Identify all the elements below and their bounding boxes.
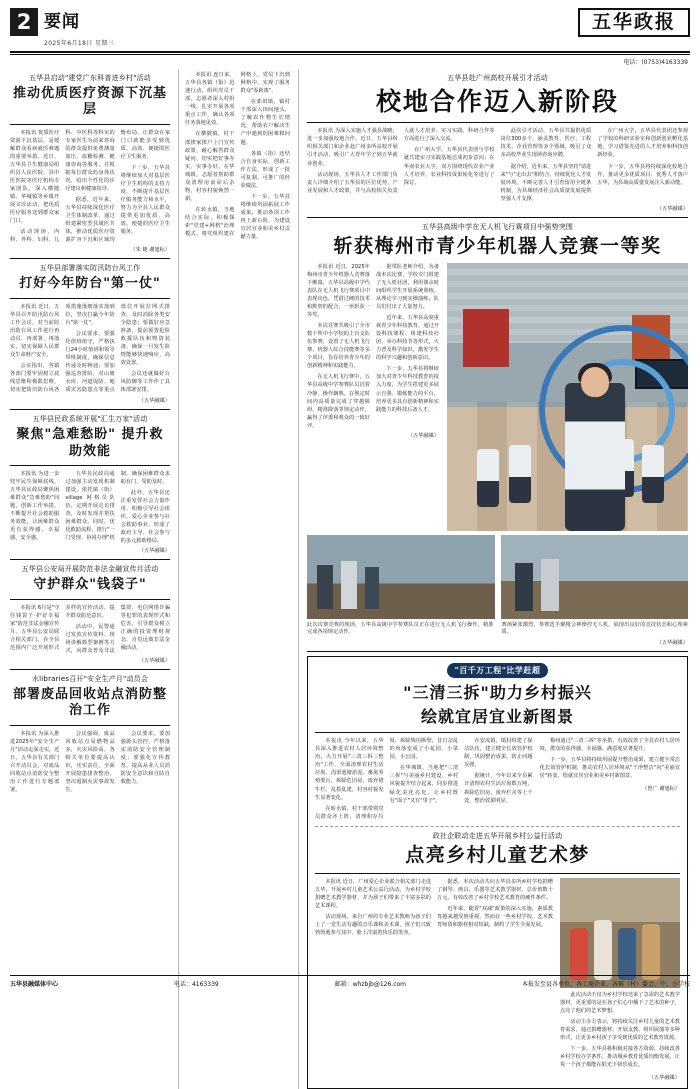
photo-child [594, 920, 612, 980]
article-headline: 点亮乡村儿童艺术梦 [405, 843, 590, 866]
photo-figure [541, 559, 559, 611]
article-children-art [315, 831, 680, 1081]
footer-row [10, 976, 690, 988]
paragraph: 会议要求，要加强源头管控，严格落实消防安全管理制度；要强化宣传教育，提高从业人员消防安全意识和自防自救能力。 [120, 730, 170, 785]
section-divider [10, 669, 170, 670]
phone-text: 电话：(0753)4163339 [623, 59, 688, 66]
paragraph: 下一步，五华县将继续加大对基层医疗卫生机构的支持力度，不断提升基层医疗服务能力和水平，努力为全县人民群众提供更加优质、高效、便捷的医疗卫生服务。 [120, 164, 170, 236]
paragraph: 活动现场，来自广州的专业艺术教师为孩子们上了一堂生动有趣的音乐课和美术课，孩子们兴致勃勃地参与其中，脸上洋溢着快乐的笑容。 [315, 913, 431, 936]
children-text-right [560, 991, 680, 1073]
paragraph: 五华县民政局通过加强主动发现机制建设，依托镇（街）village 网格员队伍，定期开展走访排查，及时发现并帮扶困难群众。同时，优化救助流程，推行"一门受理、协同办理"机制，确保困难群众求助有门、受助及时。 [65, 470, 170, 542]
article-medical [10, 73, 170, 253]
paragraph: 据悉，近年来，五华县持续深化医疗卫生体制改革，通过组建紧密型县域医共体，推动优质医疗资源扩容下沉和区域均衡布局，让群众在家门口就能享受到优质、高效、便捷的医疗卫生服务。 [65, 129, 170, 244]
paragraph: 活动主办方表示，将持续关注乡村儿童的艺术教育需求，通过捐赠器材、开展支教、组织展演等多种形式，让更多乡村孩子享受到优质的艺术教育资源。 [560, 1018, 680, 1041]
gym-photo [447, 263, 688, 531]
article-kicker: 五华县高级中学在无人机飞行赛项目中强势突围 [421, 222, 574, 231]
photo-person [509, 445, 531, 503]
paragraph: 在安流镇，镇村组建了保洁队伍，建立健全长效管护机制，巩固整治成果，防止问题反弹。 [464, 738, 533, 769]
section-divider [10, 409, 170, 410]
article-recycling [10, 674, 170, 794]
competition-photo-right [501, 535, 689, 619]
paragraph: 据带队老师介绍，为备战本次比赛，学校专门组建了无人机社团，利用课余时间组织学生开展系统训练，从理论学习到实操演练，队员们付出了大量努力。 [376, 263, 439, 310]
paragraph: 本报讯 近日，广州爱心企业联合相关部门走进五华，开展乡村儿童艺术公益行活动，为乡村学校捐赠艺术教学器材，并为孩子们带来了丰富多彩的艺术课程。 [315, 878, 431, 909]
section-divider [307, 217, 688, 218]
page-footer [10, 975, 690, 988]
masthead-phone [10, 55, 690, 69]
article-kicker: 五华县部署落实防汛防台风工作 [39, 264, 141, 273]
paragraph: 下一步，五华县将持续深化校地合作，推动更多优质项目、优秀人才落户五华，为县域高质量发展注入新动能。 [597, 163, 688, 186]
photo-figure [341, 561, 357, 609]
paragraph: 据悉，本次活动共向五华县多所乡村学校捐赠了钢琴、画具、乐器等艺术教学器材，总价值数十万元，有效改善了乡村学校艺术教育的硬件条件。 [437, 878, 553, 901]
article-kicker: 五华县启动"建党广东科普进乡村"活动 [28, 74, 152, 82]
paragraph: 在广州大学，五华县代表团还参观了学校的科研实验室和创新创业孵化基地，学习借鉴先进的人才培养和科技创新经验。 [597, 128, 688, 159]
article-body [307, 263, 439, 430]
article-divider [10, 599, 170, 600]
masthead [10, 8, 690, 47]
article-body [10, 730, 170, 795]
paragraph: 本报讯 优质医疗资源下沉基层，是缓解群众看病就医难题的重要举措。近日，五华县卫生健康局组织县人民医院、县中医医院等医疗机构专家团队，深入横陂镇、华城镇等乡镇开展义诊活动，把优质医疗服务送到群众家门口。 [10, 129, 60, 225]
feature-byline: （曾广 谢旭标） [642, 786, 680, 793]
article-headline: 斩获梅州市青少年机器人竞赛一等奖 [333, 234, 662, 257]
feature-text [315, 737, 533, 821]
article-robot-contest [307, 222, 688, 646]
article-kicker: 五华县赴广州高校开展引才活动 [447, 74, 548, 82]
page-number: 2 [10, 8, 38, 36]
feature-divider [315, 732, 680, 733]
paragraph: 本报讯 为深入推进2025年"安全生产月"活动走深走实，近日，五华县有关部门召开动员会，对废品回收站点消防安全整治工作进行专题部署。 [10, 730, 60, 793]
paragraph: 本报讯 近日，2025年梅州市青少年机器人竞赛落下帷幕，五华县高级中学代表队在无人机飞行赛项目中表现出色，凭借过硬的技术和默契的配合，一举斩获一等奖。 [307, 263, 370, 318]
photo-figure [515, 563, 533, 611]
paragraph: 此次引才活动，五华县共提供优质岗位300多个，涵盖教育、医疗、工程技术、企业管理等多个领域，吸引了众多高校毕业生现场咨询应聘。 [500, 128, 592, 159]
article-body [10, 470, 170, 546]
masthead-rule [10, 51, 690, 53]
photo-caption-right: 赛场紧张激烈，参赛选手聚精会神操控无人机，展现出良好的竞技状态和心理素质。 [501, 621, 688, 636]
paragraph: 据统计，今年以来全县累计清理农村生活垃圾数万吨，拆除危旧房、废弃栏舍等上千处，整治效果明显。 [464, 773, 533, 804]
paragraph: 会议指出，各镇各部门要牢固树立底线思维和极限思维，切实把防汛防台风各项措施落细落实落到位，坚决打赢今年防台"第一仗"。 [10, 303, 115, 394]
paragraph: 本报讯 今年以来，五华县深入推进农村人居环境整治，大力开展"三清三拆三整治"工作，全面清理农村生活垃圾、沟渠池塘淤泥、畜禽养殖粪污，拆除危旧房、废弃猪牛栏、乱搭乱建，村容村貌发生显著变化。 [315, 738, 384, 801]
photo-main-person [565, 383, 625, 531]
article-body [307, 127, 688, 203]
paragraph: 本次竞赛共吸引了全市数十所中小学校的上百支队伍参赛，设置了无人机飞行赛、机器人综合技能赛等多个项目，旨在培养青少年的创新精神和实践能力。 [307, 323, 370, 370]
article-divider [307, 122, 688, 123]
paragraph: 梅州通过"三清三拆"等举措，有效改善了全县农村人居环境，群众的获得感、幸福感、满意度显著提升。 [539, 738, 680, 753]
footer-distribution: 本报发至县各单位、各工商企业、各镇（村）委会、中、小学校 [521, 981, 690, 988]
photo-byline: （五华融媒） [656, 640, 688, 647]
paragraph: 本报讯 近日，五华县召开防汛防台风工作会议，对当前防汛防台风工作进行再动员、再部署、再落实，切实保障人民群众生命财产安全。 [10, 303, 60, 358]
paragraph: 在转水镇，当地结合实际，积极探索"党建+网格"治理模式，将党组织建在网格上，党员下沉到网格中，实现了服务群众"零距离"。 [185, 72, 290, 238]
article-byline: （五华融媒） [138, 398, 170, 405]
feature-tagline: "百千万工程"比学赶超 [447, 663, 549, 678]
paragraph: 本报讯 为进一步兜牢民生保障底线，五华县民政局聚焦困难群众"急难愁盼"问题，创新工作举措，不断提升社会救助服务效能，让困难群众更有获得感、幸福感、安全感。 [10, 470, 60, 542]
paragraph: 在转水镇，村干部带领党员群众齐上阵，清理积存垃圾、拆除残垣断壁，昔日杂乱的角落变成了小花园、小菜园、小公园。 [315, 738, 459, 820]
article-kicker: 五华县公安局开展防范非法金融宣传月活动 [21, 565, 159, 574]
page-grid [10, 69, 690, 1089]
paragraph: 活动中，民警通过发放宣传资料、现场讲解典型案例等方式，向群众普及非法集资、电信网络诈骗等犯罪的表现形式和危害，引导群众树立正确的投资理财观念，自觉远离非法金融活动。 [65, 604, 170, 654]
article-headline: 推动优质医疗资源下沉基层 [12, 86, 167, 118]
robot-photo-pair [307, 535, 688, 619]
article-divider [10, 725, 170, 726]
paragraph: 活动现场，内科、外科、妇科、儿科、中医科等科室的专家医生为前来咨询的群众提供免费测量血压、血糖检测、健康咨询等服务，并根据每位群众的身体状况，给出个性化的诊疗建议和健康指导。 [10, 129, 115, 244]
paragraph: 本报讯 为深入实施人才强县战略，进一步加强校地合作，近日，五华县组织相关部门和企业赴广州多所高校开展引才活动，吸引广大青年学子到五华就业创业。 [307, 128, 398, 167]
article-kicker: 五华县民政系统开展"汇生万家"活动 [32, 415, 148, 424]
section-divider [10, 559, 170, 560]
paragraph: 会议要求，要强化值班值守，严格执行24小时值班和领导带班制度，确保信息传递及时畅通；要加强巡查排险，对山塘水库、河道堤防、地质灾害隐患点等重点部位开展拉网式排查，及时消除各类安全隐患；要做好应急准备，提前预置抢险救援队伍和物资装备，确保一旦发生险情能够快速响应、高效处置。 [65, 303, 170, 394]
photo-caption-left: 此次次赛竞赛的现场，五华县高级中学参赛队员正在进行无人机飞行操作，精准完成各项规定动作。 [307, 621, 494, 636]
paragraph: 据介绍，近年来，五华县坚持"请进来"与"走出去"相结合，持续优化人才发展环境，不断完善人才引育留用全链条机制，为县域经济社会高质量发展提供坚强人才支撑。 [500, 163, 592, 202]
continuation-body [185, 71, 290, 241]
article-body [10, 604, 170, 655]
article-byline: （五华融媒） [138, 658, 170, 664]
photo-child [618, 928, 636, 980]
article-divider [315, 873, 680, 874]
article-divider [10, 465, 170, 466]
article-divider [10, 124, 170, 125]
middle-column [178, 69, 290, 1089]
robot-photos [447, 263, 688, 531]
paragraph: 活动现场，五华县人才工作部门负责人详细介绍了五华县的区位优势、产业发展和人才政策，并与高校相关负责人就人才培养、实习实践、科研合作等方面进行了深入交流。 [307, 128, 495, 194]
article-divider [10, 298, 170, 299]
article-headline: 部署废品回收站点消防整治工作 [12, 687, 167, 719]
article-byline: （五华融媒） [138, 548, 170, 555]
article-kicker: 水libraries召开"安全生产月"动员会 [31, 675, 149, 683]
paragraph: 下一步，五华县将积极对接各方资源，持续改善乡村学校办学条件，推动城乡教育优质均衡发展，让每一个孩子都能在阳光下快乐成长。 [560, 1045, 680, 1069]
photo-child [642, 924, 660, 980]
paragraph: 在横陂镇，村干部挨家挨户上门宣传政策，耐心解答群众疑问，切实把好事办实、实事办好。在华城镇，志愿者帮助群众清理房前屋后杂物，村容村貌焕然一新。 [185, 131, 235, 202]
left-column [10, 69, 170, 1089]
article-kicker: 政社企联动走进五华开展乡村公益行活动 [432, 831, 563, 840]
robot-article-layout [307, 263, 688, 531]
article-byline: （五华融媒） [407, 432, 439, 439]
masthead-left [10, 8, 114, 47]
article-body [10, 129, 170, 245]
footer-phone: 电话：4163339 [173, 981, 219, 988]
footer-publisher: 五华县融媒体中心 [10, 981, 59, 988]
paragraph: 下一步，五华县将继续加大对青少年科技教育的投入力度，为学生搭建更多展示自我、锻炼能力的平台，培养更多具有创新精神和实践能力的科技后备人才。 [376, 366, 439, 413]
article-headline: 校地合作迈入新阶段 [375, 87, 619, 116]
paragraph: 本报讯 6月是"守住钱袋子·护好幸福家"防范非法金融宣传月。五华县公安局联合相关部门，在全县范围内广泛开展形式多样的宣传活动，提升群众防范意识。 [10, 604, 115, 651]
paragraph: 近年来，五华县高度重视青少年科技教育，通过开设科技课程、组建科技社团、举办科技节等形式，大力普及科学知识，激发学生的科学兴趣和创新意识。 [376, 314, 439, 362]
feature-body-side [540, 737, 680, 783]
photo-person [642, 445, 664, 503]
article-byline: （五华融媒） [648, 1075, 680, 1082]
feature-layout [315, 737, 680, 821]
feature-inner-divider [315, 826, 680, 827]
article-body [10, 303, 170, 396]
feature-body [315, 737, 533, 821]
article-typhoon [10, 263, 170, 404]
paragraph: 会议还就做好台风防御等工作作了具体部署安排。 [120, 371, 170, 394]
article-body [315, 878, 553, 937]
robot-article-text [307, 263, 439, 531]
paragraph: 在无人机飞行赛中，五华县高级中学参赛队员沉着冷静、操作娴熟，在规定时间内高质量完成了穿越障碍、精准降落等规定动作，赢得了评委和观众的一致好评。 [307, 374, 370, 429]
paragraph: 此外，五华县还注重发挥社会力量作用，积极引导社会组织、爱心企业参与社会救助事业，形成了政府主导、社会参与的多元救助格局。 [120, 489, 170, 545]
article-relief [10, 414, 170, 554]
competition-photo-left [307, 535, 495, 619]
right-column [298, 69, 688, 1089]
photo-banner-left [463, 309, 509, 367]
feature-headline-2: 绘就宜居宜业新图景 [420, 707, 574, 727]
photo-figure [317, 565, 333, 609]
article-talent [307, 73, 688, 212]
paragraph: 会议强调，废品回收站点易燃物品多，火灾风险高，各相关单位要提高认识，压实责任，全面开展隐患排查整治，坚决遏制火灾事故发生。 [65, 730, 115, 793]
paragraph: 在华城镇，当地把"三清三拆"与美丽乡村建设、乡村风貌提升结合起来，同步推进绿化美化亮化，让乡村既有"面子"又有"里子"。 [389, 765, 459, 804]
newspaper-brand: 五华政报 [578, 8, 690, 37]
feature-sidecol [540, 737, 680, 821]
section-title: 要闻 [44, 12, 80, 32]
article-byline: （朱 婕 谢旭标） [130, 247, 170, 254]
photo-captions [307, 619, 688, 638]
paragraph: 此次活动不仅为乡村学校送来了急需的艺术教学器材，更重要的是在孩子们心中播下了艺术的种子，点亮了他们的艺术梦想。 [560, 991, 680, 1014]
article-headline: 守护群众"钱袋子" [33, 577, 147, 593]
photo-figure [365, 567, 379, 609]
feature-headline-1: "三清三拆"助力乡村振兴 [403, 683, 592, 703]
footer-email: 邮箱：whzbjb@126.com [334, 981, 407, 988]
paragraph: 下一步，五华县将继续巩固拓展工作成果，推动各项工作再上新台阶，为建设宜居宜业和美乡村贡献力量。 [240, 193, 290, 241]
article-byline: （五华融媒） [656, 205, 688, 212]
paragraph: 近年来，随着"双减"政策的深入实施，素质教育越来越受到重视。然而在一些乡村学校，艺术教育师资和器材相对短缺，制约了学生全面发展。 [437, 905, 553, 928]
article-headline: 聚焦"急难愁盼" 提升救助效能 [16, 427, 164, 459]
photo-person-head [581, 367, 609, 397]
paragraph: 在广州大学，五华县代表团与学校就共建实习实践基地达成初步意向；在华南农业大学，双方围绕现代农业产业人才培养、农业科技成果转化等进行了探讨。 [403, 147, 495, 186]
paragraph: 下一步，五华县将持续巩固提升整治成果，建立健全常态化长效管护机制，推动农村人居环境从"干净整洁"向"美丽宜居"转变，绘就宜居宜业和美乡村新图景。 [539, 757, 680, 780]
article-finance [10, 564, 170, 664]
paragraph: 本报讯 连日来，五华县各镇（街）迅速行动，组织党员干部、志愿者深入村组一线，扎实开展各项重点工作，确认各项任务落地见效。 [185, 72, 235, 127]
photo-child [570, 928, 588, 980]
paragraph: 各镇（街）还结合自身实际，创新工作方法，形成了一批可复制、可推广的经验做法。 [240, 150, 290, 189]
section-divider [307, 651, 688, 652]
children-photo [560, 878, 680, 988]
feature-box [307, 656, 688, 1089]
publication-date: 2025年6月18日 星期三 [44, 40, 115, 47]
article-headline: 打好今年防台"第一仗" [19, 276, 161, 292]
paragraph: 在郭田镇，镇村干部深入田间地头，了解农作物生长情况，帮助农户解决生产中遇到的困难和问题。 [240, 99, 290, 146]
photo-person [477, 449, 499, 507]
section-divider [10, 258, 170, 259]
